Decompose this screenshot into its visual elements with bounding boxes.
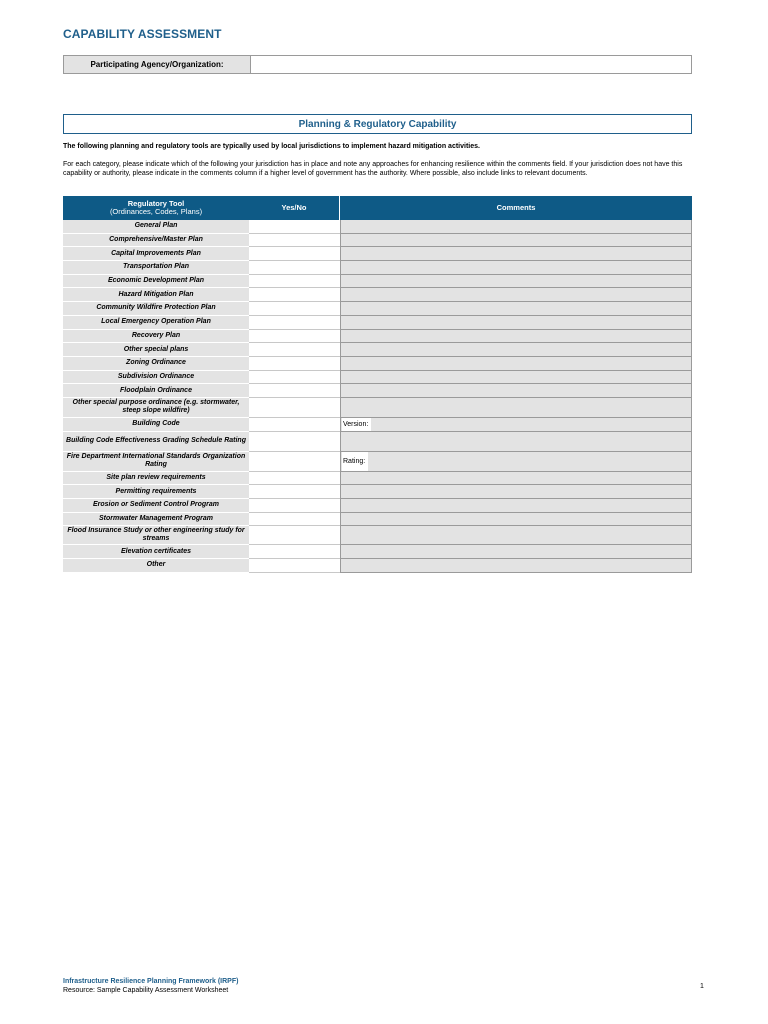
section-intro: The following planning and regulatory tools are typically used by local jurisdictions to implement hazard mitigation activities. xyxy=(63,143,480,150)
row-comment-input[interactable] xyxy=(340,330,692,344)
row-yes-no-input[interactable] xyxy=(249,234,340,248)
row-comment-label: Version: xyxy=(342,418,371,431)
row-tool-label: Comprehensive/Master Plan xyxy=(63,234,249,248)
agency-input[interactable] xyxy=(251,56,691,73)
row-comment-input[interactable] xyxy=(340,234,692,248)
row-comment-input[interactable] xyxy=(340,343,692,357)
row-comment-input[interactable] xyxy=(340,371,692,385)
row-yes-no-input[interactable] xyxy=(249,513,340,527)
row-comment-input[interactable] xyxy=(340,418,692,432)
row-yes-no-input[interactable] xyxy=(249,432,340,452)
row-tool-label: Other special purpose ordinance (e.g. stormwater, steep slope wildfire) xyxy=(63,398,249,418)
row-tool-label: Capital Improvements Plan xyxy=(63,247,249,261)
row-comment-input[interactable] xyxy=(340,485,692,499)
row-comment-input[interactable] xyxy=(340,526,692,545)
row-comment-input[interactable] xyxy=(340,432,692,452)
row-yes-no-input[interactable] xyxy=(249,343,340,357)
row-comment-input[interactable] xyxy=(340,513,692,527)
row-tool-label: Elevation certificates xyxy=(63,545,249,559)
row-comment-label: Rating: xyxy=(342,452,368,471)
row-comment-value[interactable] xyxy=(368,452,691,471)
header-tool-sublabel: (Ordinances, Codes, Plans) xyxy=(109,207,203,216)
row-tool-label: Site plan review requirements xyxy=(63,472,249,486)
row-yes-no-input[interactable] xyxy=(249,316,340,330)
row-comment-input[interactable] xyxy=(340,261,692,275)
row-comment-input[interactable] xyxy=(340,220,692,234)
row-comment-input[interactable] xyxy=(340,316,692,330)
row-tool-label: Economic Development Plan xyxy=(63,275,249,289)
row-yes-no-input[interactable] xyxy=(249,261,340,275)
row-comment-input[interactable] xyxy=(340,398,692,418)
row-comment-input[interactable] xyxy=(340,472,692,486)
row-tool-label: Floodplain Ordinance xyxy=(63,384,249,398)
row-comment-input[interactable] xyxy=(340,247,692,261)
row-tool-label: Other special plans xyxy=(63,343,249,357)
row-tool-label: Erosion or Sediment Control Program xyxy=(63,499,249,513)
row-comment-input[interactable] xyxy=(340,302,692,316)
row-comment-value[interactable] xyxy=(371,418,691,431)
header-tool-label: Regulatory Tool xyxy=(127,198,185,208)
row-tool-label: Hazard Mitigation Plan xyxy=(63,288,249,302)
row-tool-label: Community Wildfire Protection Plan xyxy=(63,302,249,316)
section-instructions: For each category, please indicate which of the following your jurisdiction has in place and note any approaches for enhancing resilience within the comments field. If your jurisdiction does not have this capability or authority, please indicate in the comments column if a higher level of government has the authority. Where possible, also include links to relevant documents. xyxy=(63,161,683,177)
row-yes-no-input[interactable] xyxy=(249,220,340,234)
row-yes-no-input[interactable] xyxy=(249,452,340,472)
row-comment-input[interactable] xyxy=(340,545,692,559)
row-tool-label: General Plan xyxy=(63,220,249,234)
row-comment-input[interactable] xyxy=(340,357,692,371)
header-yes-no xyxy=(249,196,340,220)
footer-resource-line: Resource: Sample Capability Assessment Worksheet xyxy=(63,987,229,994)
page-title: CAPABILITY ASSESSMENT xyxy=(63,27,222,41)
row-yes-no-input[interactable] xyxy=(249,275,340,289)
header-comments-label: Comments xyxy=(496,202,536,212)
row-yes-no-input[interactable] xyxy=(249,472,340,486)
row-tool-label: Building Code xyxy=(63,418,249,432)
row-tool-label: Transportation Plan xyxy=(63,261,249,275)
agency-field-row xyxy=(63,55,692,74)
row-comment-input[interactable] xyxy=(340,559,692,573)
row-comment-input[interactable] xyxy=(340,275,692,289)
row-yes-no-input[interactable] xyxy=(249,559,340,573)
row-comment-input[interactable] xyxy=(340,452,692,472)
row-yes-no-input[interactable] xyxy=(249,302,340,316)
row-comment-input[interactable] xyxy=(340,288,692,302)
header-comments xyxy=(340,196,692,220)
row-yes-no-input[interactable] xyxy=(249,485,340,499)
section-title: Planning & Regulatory Capability xyxy=(63,114,692,134)
header-yesno-label: Yes/No xyxy=(281,202,307,212)
row-yes-no-input[interactable] xyxy=(249,357,340,371)
footer-framework-title: Infrastructure Resilience Planning Framework (IRPF) xyxy=(63,978,239,985)
row-yes-no-input[interactable] xyxy=(249,526,340,545)
row-tool-label: Other xyxy=(63,559,249,573)
row-yes-no-input[interactable] xyxy=(249,384,340,398)
header-regulatory-tool xyxy=(63,196,249,220)
row-yes-no-input[interactable] xyxy=(249,545,340,559)
regulatory-tools-table xyxy=(63,196,692,573)
row-tool-label: Building Code Effectiveness Grading Schedule Rating xyxy=(63,432,249,452)
row-tool-label: Flood Insurance Study or other engineering study for streams xyxy=(63,526,249,545)
row-tool-label: Fire Department International Standards Organization Rating xyxy=(63,452,249,472)
row-yes-no-input[interactable] xyxy=(249,288,340,302)
row-yes-no-input[interactable] xyxy=(249,398,340,418)
row-yes-no-input[interactable] xyxy=(249,499,340,513)
row-tool-label: Recovery Plan xyxy=(63,330,249,344)
row-comment-input[interactable] xyxy=(340,499,692,513)
row-tool-label: Local Emergency Operation Plan xyxy=(63,316,249,330)
row-yes-no-input[interactable] xyxy=(249,330,340,344)
row-yes-no-input[interactable] xyxy=(249,371,340,385)
row-tool-label: Stormwater Management Program xyxy=(63,513,249,527)
row-tool-label: Zoning Ordinance xyxy=(63,357,249,371)
page-footer xyxy=(63,977,238,995)
agency-label: Participating Agency/Organization: xyxy=(64,56,251,73)
row-tool-label: Subdivision Ordinance xyxy=(63,371,249,385)
row-yes-no-input[interactable] xyxy=(249,418,340,432)
row-yes-no-input[interactable] xyxy=(249,247,340,261)
row-tool-label: Permitting requirements xyxy=(63,485,249,499)
page-number: 1 xyxy=(700,983,704,990)
row-comment-input[interactable] xyxy=(340,384,692,398)
